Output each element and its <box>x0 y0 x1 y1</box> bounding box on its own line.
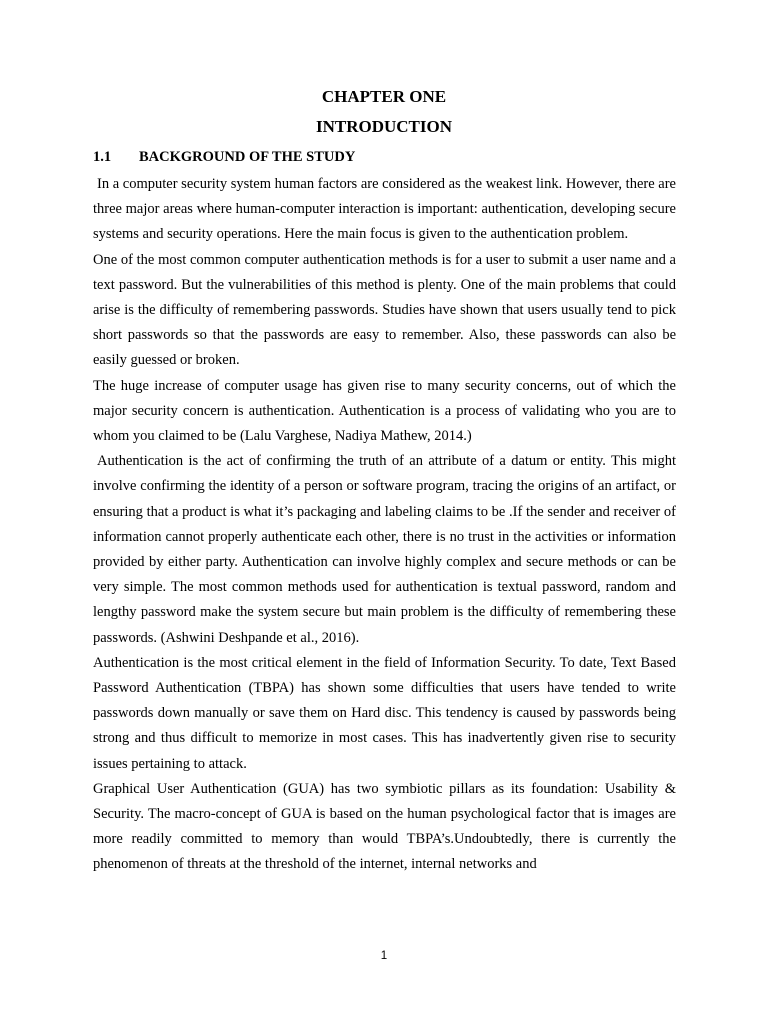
paragraph-3: The huge increase of computer usage has given rise to many security concerns, out of which the major security concern is authentication. Authentication is a process of validating who you are to whom you claimed to be (Lalu Varghese, Nadiya Mathew, 2014.) <box>93 377 676 445</box>
section-title: BACKGROUND OF THE STUDY <box>139 149 356 165</box>
section-heading <box>93 147 355 167</box>
paragraph-4: Authentication is the act of confirming the truth of an attribute of a datum or entity. This might involve confirming the identity of a person or software program, tracing the origins of an artifact, or ensuring that a product is what it’s packaging and labeling claims to be .If the sender and receiver of information cannot properly authenticate each other, there is no trust in the activities or information provided by either party. Authentication can involve highly complex and secure methods or can be very simple. The most common methods used for authentication is textual password, random and lengthy password make the system secure but main problem is the difficulty of remembering these passwords. (Ashwini Deshpande et al., 2016). <box>93 453 676 646</box>
section-number: 1.1 <box>93 149 112 165</box>
chapter-subtitle: INTRODUCTION <box>315 117 453 136</box>
paragraph-6: Graphical User Authentication (GUA) has two symbiotic pillars as its foundation: Usability & Security. The macro-concept of GUA is based on the human psychological factor that is images are more readily committed to memory than would TBPA’s.Undoubtedly, there is currently the phenomenon of threats at the threshold of the internet, internal networks and <box>93 780 676 873</box>
paragraph-5: Authentication is the most critical element in the field of Information Security. To date, Text Based Password Authentication (TBPA) has shown some difficulties that users have tended to write passwords down manually or save them on Hard disc. This tendency is caused by passwords being strong and thus difficult to memorize in most cases. This has inadvertently given rise to security issues pertaining to attack. <box>93 654 676 772</box>
page-number: 1 <box>380 950 388 962</box>
paragraph-1: In a computer security system human factors are considered as the weakest link. However, there are three major areas where human-computer interaction is important: authentication, developing secure systems and security operations. Here the main focus is given to the authentication problem. <box>93 176 676 243</box>
body-text <box>93 172 676 878</box>
chapter-title: CHAPTER ONE <box>321 87 447 106</box>
paragraph-2: One of the most common computer authentication methods is for a user to submit a user name and a text password. But the vulnerabilities of this method is plenty. One of the main problems that could arise is the difficulty of remembering passwords. Studies have shown that users usually tend to pick short passwords so that the passwords are easy to remember. Also, these passwords can also be easily guessed or broken. <box>93 251 676 369</box>
